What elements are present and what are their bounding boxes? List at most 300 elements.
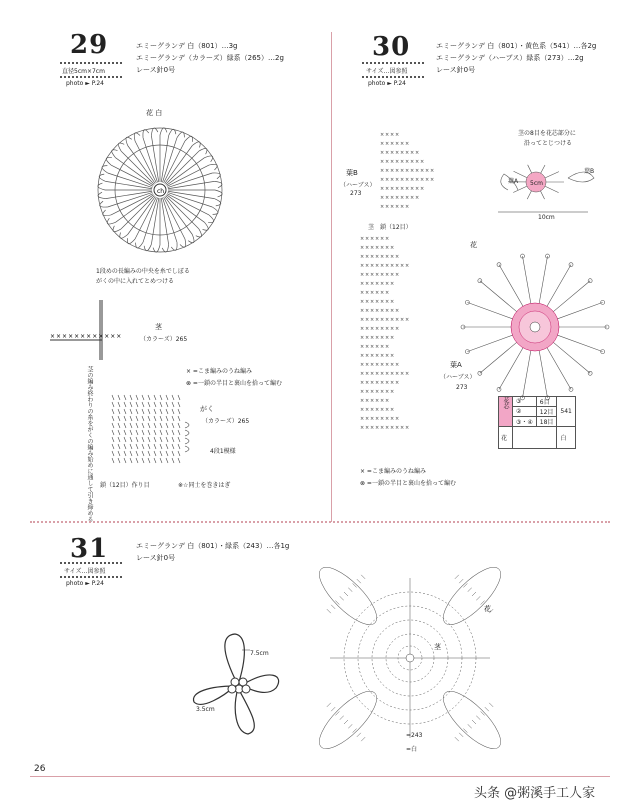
watermark: 头条 @粥溪手工人家 (474, 786, 596, 801)
svg-text:×: × (360, 254, 365, 260)
material-line: エミーグランデ 白（801）・黄色系（541）…各2g (436, 42, 597, 50)
svg-text:×: × (400, 195, 405, 201)
svg-text:×: × (370, 344, 375, 350)
svg-text:×: × (385, 335, 390, 341)
svg-text:×: × (380, 150, 385, 156)
svg-text:×: × (385, 263, 390, 269)
svg-text:×: × (410, 159, 415, 165)
assembly-size-5: 5cm (530, 180, 543, 187)
svg-text:×: × (385, 308, 390, 314)
svg-text:×: × (375, 389, 380, 395)
svg-text:×: × (360, 353, 365, 359)
svg-text:×: × (375, 290, 380, 296)
svg-text:×: × (385, 281, 390, 287)
svg-text:×: × (390, 254, 395, 260)
svg-text:×: × (360, 245, 365, 251)
footer-line (30, 776, 610, 777)
svg-text:×: × (420, 186, 425, 192)
svg-text:×: × (420, 168, 425, 174)
svg-text:×: × (390, 195, 395, 201)
leaf-a-label: 葉A (450, 361, 462, 369)
svg-text:×: × (385, 254, 390, 260)
svg-text:×: × (385, 326, 390, 332)
svg-text:×: × (360, 380, 365, 386)
svg-text:×: × (395, 168, 400, 174)
svg-text:×: × (390, 245, 395, 251)
svg-text:×: × (365, 389, 370, 395)
svg-text:×: × (390, 416, 395, 422)
svg-text:×: × (420, 159, 425, 165)
svg-text:×: × (385, 150, 390, 156)
svg-text:×: × (390, 168, 395, 174)
svg-text:×: × (380, 371, 385, 377)
svg-text:×: × (375, 335, 380, 341)
pattern-30-materials (436, 40, 596, 76)
svg-text:×: × (405, 159, 410, 165)
svg-text:×: × (390, 353, 395, 359)
table-stitch: 6目 (536, 397, 557, 407)
svg-text:×: × (380, 159, 385, 165)
svg-text:×: × (390, 362, 395, 368)
svg-text:×: × (370, 245, 375, 251)
svg-text:×: × (375, 245, 380, 251)
svg-text:×: × (400, 371, 405, 377)
svg-text:×: × (400, 177, 405, 183)
dimension-2: 3.5cm (196, 706, 215, 713)
divider (60, 576, 122, 578)
svg-text:×: × (375, 371, 380, 377)
stem-color: （カラーズ）265 (140, 336, 188, 343)
svg-text:×: × (385, 195, 390, 201)
svg-text:×: × (385, 177, 390, 183)
svg-text:×: × (400, 317, 405, 323)
svg-text:×: × (365, 380, 370, 386)
svg-text:×: × (365, 281, 370, 287)
svg-text:×: × (380, 204, 385, 210)
svg-text:×: × (390, 177, 395, 183)
pattern-30-size: サイズ…図参照 (366, 68, 408, 75)
svg-text:×: × (390, 299, 395, 305)
svg-text:×: × (375, 407, 380, 413)
svg-text:×: × (380, 195, 385, 201)
table-yarn: 541 (557, 397, 575, 427)
column-divider (331, 32, 332, 522)
divider (60, 76, 122, 78)
svg-text:×: × (370, 389, 375, 395)
svg-text:×: × (370, 263, 375, 269)
svg-text:×: × (405, 141, 410, 147)
pattern-31-size: サイズ…図参照 (64, 568, 106, 575)
svg-text:×: × (385, 159, 390, 165)
svg-text:×: × (370, 299, 375, 305)
svg-text:×: × (365, 371, 370, 377)
svg-text:×: × (380, 308, 385, 314)
svg-text:×: × (380, 398, 385, 404)
material-line: レース針0号 (436, 66, 476, 74)
svg-text:×: × (360, 236, 365, 242)
svg-text:×: × (395, 326, 400, 332)
svg-text:×: × (380, 299, 385, 305)
assembly-size-10: 10cm (538, 214, 555, 221)
svg-text:×: × (390, 272, 395, 278)
row-divider (30, 521, 610, 523)
leaf-a-chart (352, 232, 472, 442)
svg-text:×: × (365, 317, 370, 323)
chain-note: 鎖（12目）作り目 (100, 482, 150, 489)
svg-text:×: × (390, 186, 395, 192)
pattern-29-materials (136, 40, 284, 76)
svg-text:×: × (385, 317, 390, 323)
material-line: エミーグランデ（ハーブス）緑系（273）…2g (436, 54, 584, 62)
svg-text:×: × (380, 141, 385, 147)
assembly-leaf-b: 葉B (584, 168, 595, 175)
svg-text:×: × (390, 159, 395, 165)
assembly-leaf-a: 葉A (508, 178, 519, 185)
svg-text:×: × (380, 186, 385, 192)
svg-text:×: × (415, 159, 420, 165)
svg-text:×: × (410, 195, 415, 201)
svg-text:×: × (425, 168, 430, 174)
svg-text:×: × (380, 245, 385, 251)
svg-text:×: × (375, 326, 380, 332)
svg-text:×: × (370, 380, 375, 386)
material-line: エミーグランデ 白（801）…3g (136, 42, 238, 50)
svg-text:×: × (385, 290, 390, 296)
repeat-note: 4段1模様 (210, 448, 236, 455)
svg-text:×: × (400, 150, 405, 156)
dimension-1: 7.5cm (250, 650, 269, 657)
svg-text:×: × (385, 389, 390, 395)
svg-text:×: × (365, 290, 370, 296)
calyx-color: （カラーズ）265 (202, 418, 250, 425)
svg-text:×: × (380, 362, 385, 368)
svg-text:×: × (400, 425, 405, 431)
svg-text:×: × (395, 371, 400, 377)
svg-text:×: × (385, 371, 390, 377)
svg-text:×: × (385, 407, 390, 413)
svg-text:×: × (375, 263, 380, 269)
svg-text:×: × (385, 362, 390, 368)
svg-text:ch: ch (157, 188, 165, 195)
svg-text:×: × (385, 353, 390, 359)
svg-text:××××××××××××: ×××××××××××× (50, 333, 123, 340)
svg-text:×: × (410, 186, 415, 192)
svg-text:×: × (385, 416, 390, 422)
svg-text:×: × (415, 150, 420, 156)
svg-text:×: × (375, 362, 380, 368)
table-round: ③・④ (513, 417, 537, 427)
svg-text:×: × (380, 416, 385, 422)
svg-text:×: × (395, 317, 400, 323)
svg-text:×: × (395, 425, 400, 431)
svg-text:×: × (390, 150, 395, 156)
svg-text:×: × (380, 168, 385, 174)
svg-text:×: × (385, 132, 390, 138)
pattern-29-number: 29 (70, 30, 109, 60)
svg-text:×: × (405, 150, 410, 156)
svg-text:×: × (400, 159, 405, 165)
svg-text:×: × (395, 177, 400, 183)
svg-text:×: × (385, 398, 390, 404)
svg-text:×: × (360, 407, 365, 413)
svg-text:×: × (370, 317, 375, 323)
table-petal-color: 白 (557, 427, 575, 449)
leaf-b-chart (370, 128, 490, 218)
svg-text:×: × (410, 150, 415, 156)
svg-text:×: × (390, 407, 395, 413)
svg-text:×: × (375, 317, 380, 323)
svg-text:×: × (360, 425, 365, 431)
stem-chain: 鎖（12目） (380, 224, 412, 231)
svg-text:×: × (400, 263, 405, 269)
svg-text:×: × (395, 416, 400, 422)
divider (362, 62, 424, 64)
svg-text:×: × (365, 407, 370, 413)
svg-text:×: × (380, 425, 385, 431)
svg-text:×: × (360, 344, 365, 350)
svg-text:×: × (380, 177, 385, 183)
svg-text:×: × (405, 317, 410, 323)
svg-text:×: × (360, 335, 365, 341)
svg-text:×: × (360, 398, 365, 404)
svg-text:×: × (375, 425, 380, 431)
material-line: レース針0号 (136, 554, 176, 562)
svg-text:×: × (375, 254, 380, 260)
svg-text:×: × (405, 186, 410, 192)
svg-text:×: × (405, 168, 410, 174)
svg-text:×: × (360, 308, 365, 314)
svg-text:×: × (385, 168, 390, 174)
svg-text:×: × (365, 326, 370, 332)
svg-text:×: × (430, 177, 435, 183)
svg-text:×: × (385, 380, 390, 386)
svg-text:×: × (405, 204, 410, 210)
svg-text:×: × (380, 380, 385, 386)
legend-sc: × =こま編みのうね編み (360, 468, 426, 475)
svg-text:×: × (425, 177, 430, 183)
svg-text:×: × (390, 204, 395, 210)
svg-text:×: × (395, 204, 400, 210)
leaf-b-sub: （ハーブス） (340, 182, 376, 189)
svg-text:×: × (385, 245, 390, 251)
svg-text:×: × (370, 290, 375, 296)
divider (60, 562, 122, 564)
svg-text:×: × (360, 326, 365, 332)
svg-text:×: × (395, 380, 400, 386)
svg-text:×: × (365, 425, 370, 431)
table-side-label: 花芯 (499, 397, 513, 427)
svg-text:×: × (390, 263, 395, 269)
svg-text:×: × (370, 281, 375, 287)
page-number: 26 (34, 764, 46, 774)
svg-text:×: × (405, 177, 410, 183)
svg-text:×: × (370, 335, 375, 341)
divider (60, 62, 122, 64)
flower-label: 花 (470, 241, 477, 249)
stem-label: 茎 (368, 224, 375, 231)
svg-text:×: × (385, 141, 390, 147)
svg-text:×: × (365, 362, 370, 368)
svg-text:×: × (380, 272, 385, 278)
svg-text:×: × (375, 308, 380, 314)
flower-31-sketch (180, 630, 300, 740)
svg-text:×: × (375, 344, 380, 350)
pattern-31-number: 31 (70, 534, 109, 564)
leaf-b-num: 273 (350, 190, 362, 197)
flower-29-diagram (90, 120, 230, 260)
svg-text:×: × (365, 353, 370, 359)
svg-text:×: × (400, 204, 405, 210)
svg-text:×: × (360, 362, 365, 368)
svg-text:×: × (390, 335, 395, 341)
svg-text:×: × (375, 353, 380, 359)
assembly-note-2: 沿ってとじつける (524, 140, 573, 147)
svg-text:×: × (360, 299, 365, 305)
svg-text:×: × (380, 236, 385, 242)
assembly-note-1: 茎の8目を花芯部分に (518, 130, 576, 137)
svg-text:×: × (395, 263, 400, 269)
svg-text:×: × (385, 272, 390, 278)
svg-text:×: × (395, 254, 400, 260)
flower-31-diagram (310, 558, 510, 758)
svg-text:×: × (380, 263, 385, 269)
svg-text:×: × (390, 141, 395, 147)
svg-text:×: × (390, 317, 395, 323)
svg-text:×: × (370, 254, 375, 260)
svg-text:×: × (395, 195, 400, 201)
svg-text:×: × (415, 186, 420, 192)
svg-text:×: × (400, 141, 405, 147)
svg-text:×: × (390, 281, 395, 287)
flower-30-diagram (460, 252, 610, 402)
svg-text:×: × (360, 317, 365, 323)
svg-text:×: × (390, 389, 395, 395)
svg-text:×: × (390, 425, 395, 431)
svg-text:×: × (385, 425, 390, 431)
legend-white: =白 (406, 746, 418, 753)
pattern-30-photo-ref: photo ► P.24 (368, 80, 406, 87)
svg-text:×: × (365, 335, 370, 341)
svg-text:×: × (400, 168, 405, 174)
svg-text:×: × (385, 204, 390, 210)
svg-text:×: × (370, 416, 375, 422)
svg-text:×: × (380, 353, 385, 359)
svg-text:×: × (370, 398, 375, 404)
table-round: ② (513, 407, 537, 417)
svg-text:×: × (380, 254, 385, 260)
svg-text:×: × (395, 308, 400, 314)
svg-text:×: × (395, 186, 400, 192)
svg-text:×: × (385, 344, 390, 350)
svg-text:×: × (410, 168, 415, 174)
svg-text:×: × (370, 353, 375, 359)
pattern-29-note-2: がくの中に入れてとめつける (96, 278, 175, 285)
svg-text:×: × (390, 308, 395, 314)
svg-text:×: × (380, 281, 385, 287)
table-round: ③ (513, 397, 537, 407)
svg-text:×: × (405, 263, 410, 269)
svg-text:×: × (360, 290, 365, 296)
svg-text:×: × (375, 380, 380, 386)
vertical-note: 茎の編み終わりの糸をがくの編み始めに通して引き締める (86, 366, 93, 522)
svg-text:×: × (370, 425, 375, 431)
assembly-sketch (488, 150, 608, 220)
pattern-30-number: 30 (372, 32, 411, 62)
svg-text:×: × (405, 195, 410, 201)
svg-text:×: × (390, 371, 395, 377)
pattern-29-size: 直径5cm×7cm (62, 68, 105, 75)
svg-text:×: × (415, 195, 420, 201)
material-line: レース針0号 (136, 66, 176, 74)
pattern-31-materials (136, 540, 289, 564)
svg-text:×: × (430, 168, 435, 174)
svg-text:×: × (380, 132, 385, 138)
svg-text:×: × (360, 263, 365, 269)
svg-text:×: × (380, 407, 385, 413)
svg-text:×: × (380, 335, 385, 341)
svg-text:×: × (410, 177, 415, 183)
leaf-a-num: 273 (456, 384, 468, 391)
svg-text:×: × (365, 236, 370, 242)
svg-text:×: × (360, 416, 365, 422)
legend-back-loop: ⊗ =一鎖の半目と裏山を拾って編む (186, 380, 282, 387)
color-table (498, 396, 576, 449)
svg-text:×: × (370, 308, 375, 314)
table-stitch: 12目 (536, 407, 557, 417)
svg-text:×: × (395, 159, 400, 165)
svg-text:×: × (370, 236, 375, 242)
calyx-label: がく (200, 405, 214, 413)
svg-text:×: × (385, 299, 390, 305)
svg-text:×: × (360, 272, 365, 278)
table-petal-label: 花 (499, 427, 513, 449)
svg-text:×: × (395, 272, 400, 278)
svg-text:×: × (375, 416, 380, 422)
svg-text:×: × (365, 245, 370, 251)
pattern-29-photo-ref: photo ► P.24 (66, 80, 104, 87)
legend-sc: × =こま編みのうね編み (186, 368, 252, 375)
table-stitch: 18目 (536, 417, 557, 427)
svg-text:×: × (365, 308, 370, 314)
svg-text:×: × (400, 186, 405, 192)
svg-text:×: × (360, 371, 365, 377)
pattern-31-photo-ref: photo ► P.24 (66, 580, 104, 587)
svg-text:×: × (360, 281, 365, 287)
svg-text:×: × (390, 380, 395, 386)
svg-text:×: × (360, 389, 365, 395)
svg-text:×: × (405, 371, 410, 377)
svg-text:×: × (365, 398, 370, 404)
leaf-a-sub: （ハーブス） (440, 374, 476, 381)
svg-text:×: × (365, 416, 370, 422)
svg-text:×: × (375, 272, 380, 278)
svg-text:×: × (385, 186, 390, 192)
svg-text:×: × (365, 263, 370, 269)
svg-text:×: × (365, 344, 370, 350)
material-line: エミーグランデ 白（801）・緑系（243）…各1g (136, 542, 290, 550)
svg-text:×: × (370, 407, 375, 413)
svg-text:×: × (370, 362, 375, 368)
legend-green: =243 (406, 732, 423, 739)
divider (362, 76, 424, 78)
svg-text:×: × (380, 317, 385, 323)
leaf-b-label: 葉B (346, 169, 358, 177)
svg-text:×: × (395, 150, 400, 156)
svg-text:×: × (375, 281, 380, 287)
svg-text:×: × (380, 290, 385, 296)
legend-back-loop: ⊗ =一鎖の半目と裏山を拾って編む (360, 480, 456, 487)
svg-text:×: × (365, 299, 370, 305)
